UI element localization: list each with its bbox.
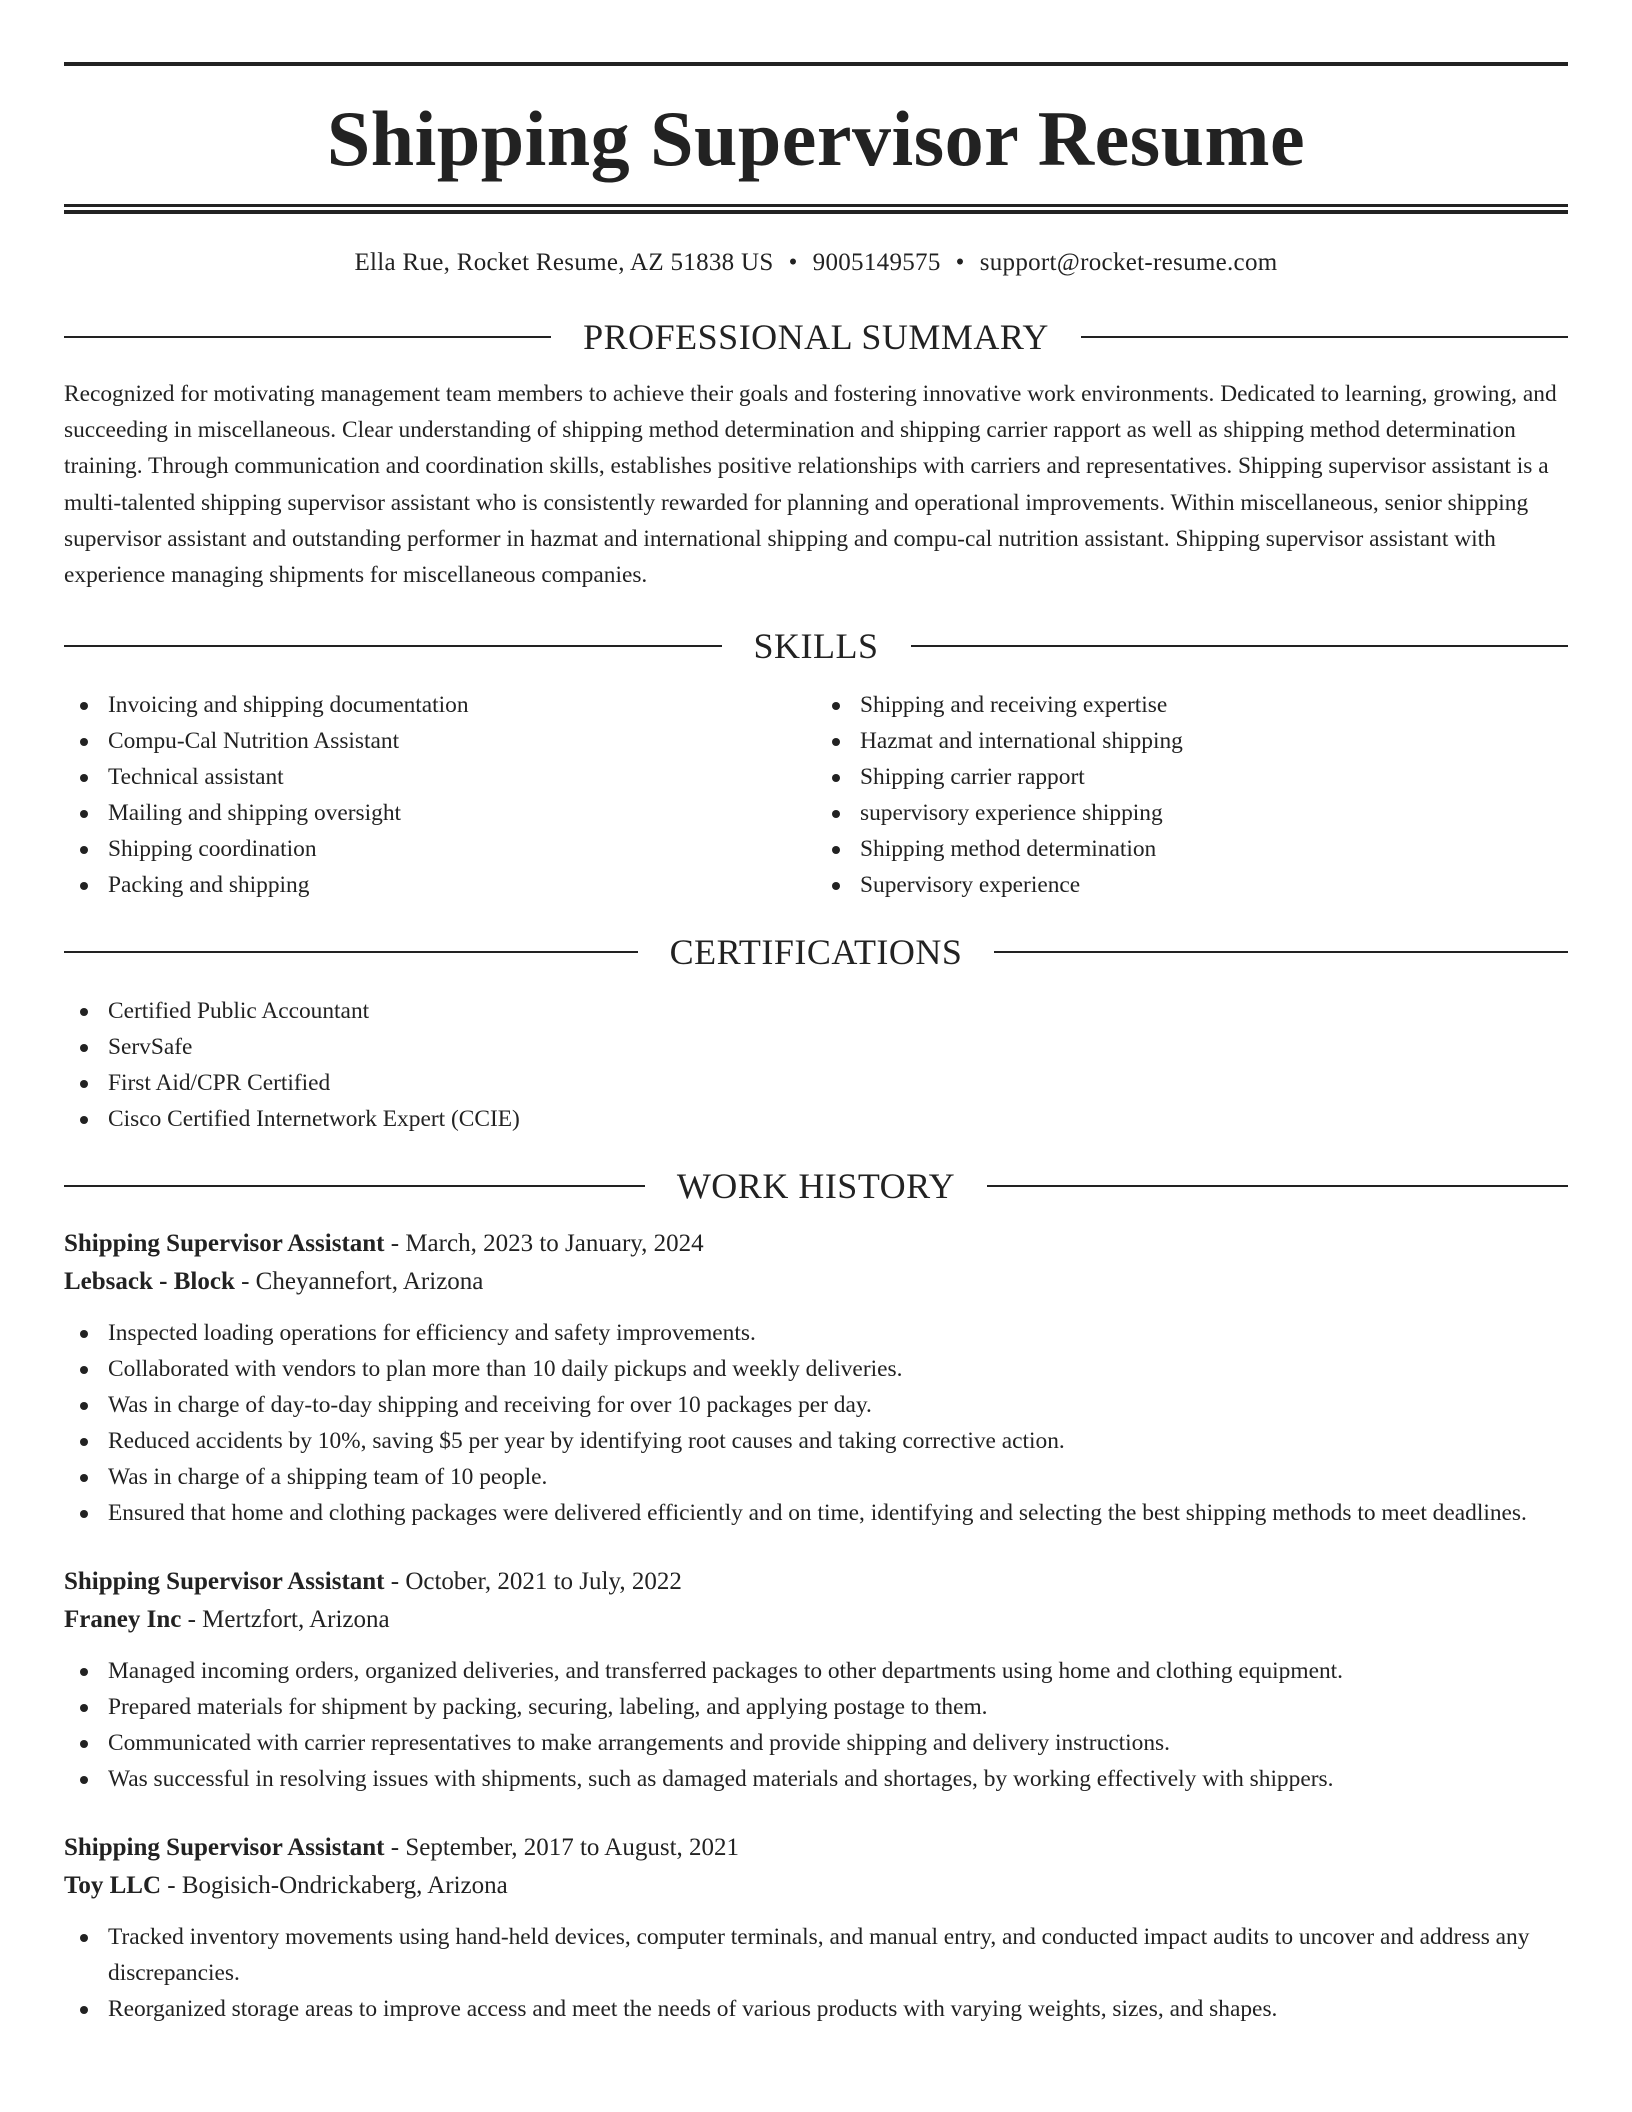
resume-title: Shipping Supervisor Resume [326,95,1306,182]
section-rule [1081,336,1568,338]
job-bullets [64,1919,1568,2027]
section-rule [987,1185,1568,1187]
skill-item: Technical assistant [64,759,816,795]
job-location: - Mertzfort, Arizona [181,1606,390,1634]
section-title: WORK HISTORY [676,1166,956,1207]
job-bullet: Communicated with carrier representatives to make arrangements and provide shipping and delivery instructions. [64,1725,1568,1761]
skill-item: Shipping method determination [816,831,1568,867]
section-title: PROFESSIONAL SUMMARY [583,317,1049,357]
job-bullet: Was in charge of day-to-day shipping and receiving for over 10 packages per day. [64,1387,1568,1423]
section-rule [994,951,1568,953]
job-entry [64,1225,1568,1531]
section-rule [64,951,638,953]
job-bullet: Prepared materials for shipment by packing, securing, labeling, and applying postage to them. [64,1689,1568,1725]
certifications-list [64,993,1568,1137]
job-company-line [64,1601,1568,1639]
title-double-rule [64,204,1568,214]
job-bullet: Collaborated with vendors to plan more than 10 daily pickups and weekly deliveries. [64,1351,1568,1387]
job-bullets [64,1653,1568,1797]
skill-item: Supervisory experience [816,867,1568,903]
job-dates: - October, 2021 to July, 2022 [384,1568,682,1596]
section-rule [64,336,551,338]
skills-list-right [816,687,1568,903]
job-title-line [64,1829,1568,1867]
skill-item: Shipping and receiving expertise [816,687,1568,723]
skill-item: Invoicing and shipping documentation [64,687,816,723]
certification-item: ServSafe [64,1029,1568,1065]
job-bullet: Managed incoming orders, organized deliveries, and transferred packages to other departments using home and clothing equipment. [64,1653,1568,1689]
job-company: Franey Inc [64,1606,182,1634]
job-location: - Bogisich-Ondrickaberg, Arizona [161,1872,508,1900]
job-company-line [64,1867,1568,1905]
job-bullet: Ensured that home and clothing packages were delivered efficiently and on time, identifying and selecting the best shipping methods to meet deadlines. [64,1495,1568,1531]
section-header-certifications [64,917,1568,987]
job-entry [64,1563,1568,1797]
job-bullet: Was in charge of a shipping team of 10 people. [64,1459,1568,1495]
section-title: SKILLS [753,626,879,667]
skill-item: Hazmat and international shipping [816,723,1568,759]
skills-grid [64,687,1568,903]
skill-item: Mailing and shipping oversight [64,795,816,831]
skill-item: Shipping carrier rapport [816,759,1568,795]
summary-paragraph: Recognized for motivating management team members to achieve their goals and fostering innovative work environments. Dedicated to learning, growing, and succeeding in miscellaneous. Clear understanding of shipping method determination and shipping carrier rapport as well as shipping method determination training. Through communication and coordination skills, establishes positive relationships with carriers and representatives. Shipping supervisor assistant is a multi-talented shipping supervisor assistant who is consistently rewarded for planning and operational improvements. Within miscellaneous, senior shipping supervisor assistant and outstanding performer in hazmat and international shipping and compu-cal nutrition assistant. Shipping supervisor assistant with experience managing shipments for miscellaneous companies. [64,381,1557,589]
skill-item: Shipping coordination [64,831,816,867]
skill-item: Packing and shipping [64,867,816,903]
job-dates: - September, 2017 to August, 2021 [384,1834,740,1862]
certification-item: First Aid/CPR Certified [64,1065,1568,1101]
job-entry [64,1829,1568,2027]
skill-item: Compu-Cal Nutrition Assistant [64,723,816,759]
job-bullet: Reduced accidents by 10%, saving $5 per year by identifying root causes and taking corrective action. [64,1423,1568,1459]
section-rule [64,1185,645,1187]
top-rule [64,62,1568,66]
skill-item: supervisory experience shipping [816,795,1568,831]
contact-phone: 9005149575 [812,249,941,276]
contact-line [64,248,1568,278]
section-rule [64,645,722,647]
job-title: Shipping Supervisor Assistant [64,1834,385,1862]
job-title-line [64,1225,1568,1263]
job-bullets [64,1315,1568,1531]
job-bullet: Reorganized storage areas to improve access and meet the needs of various products with varying weights, sizes, and shapes. [64,1991,1568,2027]
section-header-skills [64,611,1568,681]
contact-address: Ella Rue, Rocket Resume, AZ 51838 US [354,249,774,276]
job-bullet: Inspected loading operations for efficiency and safety improvements. [64,1315,1568,1351]
certification-item: Certified Public Accountant [64,993,1568,1029]
job-title-line [64,1563,1568,1601]
contact-separator: • [955,249,965,276]
job-bullet: Was successful in resolving issues with shipments, such as damaged materials and shortages, by working effectively with shippers. [64,1761,1568,1797]
skills-list-left [64,687,816,903]
section-title: CERTIFICATIONS [669,932,963,973]
contact-email: support@rocket-resume.com [979,249,1278,276]
job-location: - Cheyannefort, Arizona [234,1268,484,1296]
certification-item: Cisco Certified Internetwork Expert (CCIE) [64,1101,1568,1137]
job-bullet: Tracked inventory movements using hand-held devices, computer terminals, and manual entry, and conducted impact audits to uncover and address any discrepancies. [64,1919,1568,1991]
job-company-line [64,1263,1568,1301]
job-title: Shipping Supervisor Assistant [64,1568,385,1596]
section-header-work-history [64,1151,1568,1221]
contact-separator: • [788,249,798,276]
section-header-summary [64,302,1568,372]
job-dates: - March, 2023 to January, 2024 [384,1230,704,1258]
section-rule [911,645,1569,647]
job-company: Toy LLC [64,1872,162,1900]
job-title: Shipping Supervisor Assistant [64,1230,385,1258]
job-company: Lebsack - Block [64,1268,235,1296]
